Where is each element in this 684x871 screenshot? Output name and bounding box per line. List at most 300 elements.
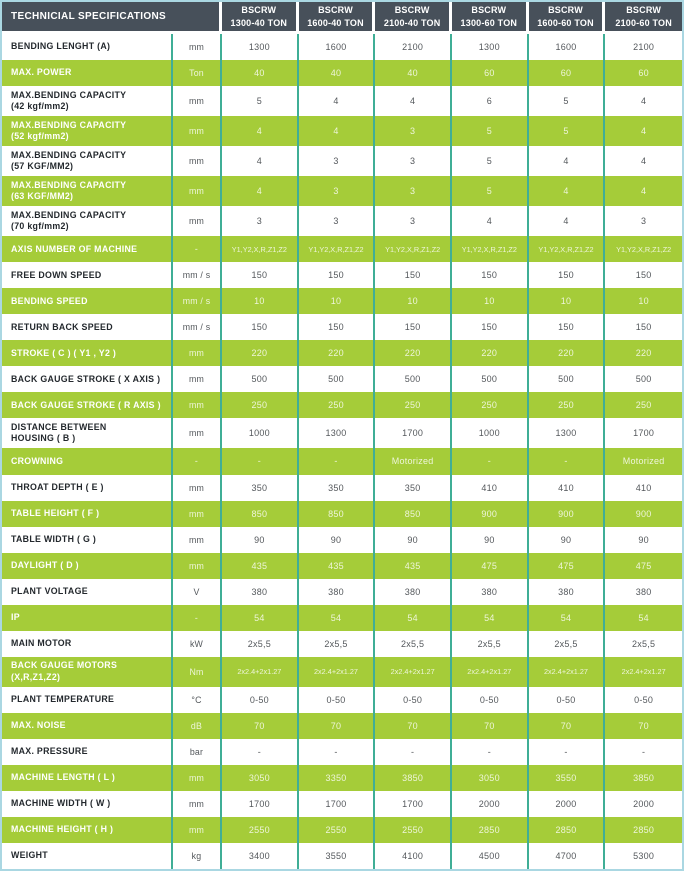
value-cell: 2550 xyxy=(222,817,299,843)
value-cell: 1700 xyxy=(375,791,452,817)
value-cell: 2x2.4+2x1.27 xyxy=(529,657,606,687)
row-label-line1: BENDING LENGHT (A) xyxy=(11,41,111,52)
value-cell: - xyxy=(452,739,529,765)
table-row xyxy=(2,791,682,817)
value-cell: 900 xyxy=(452,501,529,527)
row-label-line1: WEIGHT xyxy=(11,850,48,861)
value-cell: 3 xyxy=(375,176,452,206)
unit-cell: Ton xyxy=(173,60,222,86)
value-cell: 500 xyxy=(529,366,606,392)
unit-cell: mm xyxy=(173,116,222,146)
row-label-line1: MACHINE HEIGHT ( H ) xyxy=(11,824,114,835)
row-label xyxy=(2,843,173,869)
value-cell: 4 xyxy=(222,176,299,206)
value-cell: 2550 xyxy=(375,817,452,843)
value-cell: 10 xyxy=(299,288,376,314)
value-cell: 500 xyxy=(299,366,376,392)
unit-cell: mm xyxy=(173,527,222,553)
value-cell: 1000 xyxy=(452,418,529,448)
row-label xyxy=(2,116,173,146)
value-cell: 90 xyxy=(299,527,376,553)
row-label xyxy=(2,475,173,501)
value-cell: 90 xyxy=(529,527,606,553)
row-label-line1: MAX. POWER xyxy=(11,67,72,78)
unit-cell: kg xyxy=(173,843,222,869)
row-label-line2: (X,R,Z1,Z2) xyxy=(11,671,61,682)
column-header-2100-40-ton xyxy=(375,2,452,34)
value-cell: 150 xyxy=(529,262,606,288)
row-label-line1: PLANT VOLTAGE xyxy=(11,585,88,596)
value-cell: 150 xyxy=(529,314,606,340)
value-cell: 54 xyxy=(452,605,529,631)
value-cell: 900 xyxy=(635,508,652,519)
unit-cell: mm / s xyxy=(173,288,222,314)
value-cell: 0-50 xyxy=(634,694,654,705)
value-cell: 380 xyxy=(299,579,376,605)
row-label xyxy=(2,366,173,392)
value-cell: 2850 xyxy=(452,817,529,843)
value-cell: 4 xyxy=(375,86,452,116)
value-cell: 2x5,5 xyxy=(375,631,452,657)
table-row xyxy=(2,448,682,474)
value-cell: 1600 xyxy=(529,34,606,60)
table-row xyxy=(2,34,682,60)
value-cell: 5 xyxy=(529,116,606,146)
row-label xyxy=(2,817,173,843)
value-cell: 54 xyxy=(529,605,606,631)
value-cell: 220 xyxy=(529,340,606,366)
unit-cell: mm xyxy=(173,392,222,418)
unit-cell: mm xyxy=(173,418,222,448)
value-cell: 2x2.4+2x1.27 xyxy=(452,657,529,687)
row-label xyxy=(2,765,173,791)
table-row xyxy=(2,236,682,262)
value-cell: 70 xyxy=(452,713,529,739)
value-cell: 2x5,5 xyxy=(529,631,606,657)
value-cell: 10 xyxy=(222,288,299,314)
value-cell: 220 xyxy=(452,340,529,366)
table-body xyxy=(2,34,682,869)
unit-cell: mm / s xyxy=(173,262,222,288)
table-row xyxy=(2,146,682,176)
table-row xyxy=(2,817,682,843)
column-header-1300-40-ton xyxy=(222,2,299,34)
value-cell: 54 xyxy=(638,612,649,623)
row-label-line1: TABLE WIDTH ( G ) xyxy=(11,533,97,544)
value-cell: 2x5,5 xyxy=(222,631,299,657)
value-cell: 3550 xyxy=(299,843,376,869)
row-label-line1: IP xyxy=(11,611,20,622)
row-label-line2: (42 kgf/mm2) xyxy=(11,101,69,112)
value-cell: Y1,Y2,X,R,Z1,Z2 xyxy=(222,236,299,262)
row-label xyxy=(2,553,173,579)
column-header-model: BSCRW xyxy=(241,5,277,16)
value-cell: 150 xyxy=(375,314,452,340)
table-row xyxy=(2,314,682,340)
table-row xyxy=(2,418,682,448)
row-label xyxy=(2,236,173,262)
value-cell: Y1,Y2,X,R,Z1,Z2 xyxy=(375,236,452,262)
row-label xyxy=(2,527,173,553)
table-row xyxy=(2,527,682,553)
value-cell: 5 xyxy=(452,146,529,176)
value-cell: 1700 xyxy=(375,418,452,448)
unit-cell: - xyxy=(173,448,222,474)
value-cell: 5 xyxy=(452,176,529,206)
value-cell: 0-50 xyxy=(452,687,529,713)
row-label-line2: HOUSING ( B ) xyxy=(11,433,76,444)
row-label xyxy=(2,262,173,288)
value-cell: 90 xyxy=(452,527,529,553)
value-cell: 5 xyxy=(529,86,606,116)
table-row xyxy=(2,657,682,687)
value-cell: Motorized xyxy=(375,448,452,474)
value-cell: 475 xyxy=(635,560,652,571)
row-label-line1: DAYLIGHT ( D ) xyxy=(11,559,79,570)
value-cell: 150 xyxy=(635,322,652,333)
value-cell: 150 xyxy=(299,262,376,288)
row-label-line1: STROKE ( C ) ( Y1 , Y2 ) xyxy=(11,347,117,358)
value-cell: 150 xyxy=(452,314,529,340)
value-cell: - xyxy=(529,448,606,474)
row-label xyxy=(2,86,173,116)
value-cell: 250 xyxy=(452,392,529,418)
value-cell: 410 xyxy=(635,482,652,493)
column-header-1600-60-ton xyxy=(529,2,606,34)
value-cell: - xyxy=(222,739,299,765)
row-label xyxy=(2,631,173,657)
value-cell: 70 xyxy=(529,713,606,739)
value-cell: 220 xyxy=(222,340,299,366)
column-header-model: BSCRW xyxy=(394,5,430,16)
value-cell: 1700 xyxy=(299,791,376,817)
value-cell: 1300 xyxy=(452,34,529,60)
table-row xyxy=(2,206,682,236)
value-cell: 2000 xyxy=(633,798,655,809)
value-cell: 2000 xyxy=(529,791,606,817)
column-header-capacity: 1600-60 TON xyxy=(537,17,594,28)
value-cell: 250 xyxy=(635,400,652,411)
value-cell: 3 xyxy=(299,176,376,206)
value-cell: 1300 xyxy=(299,418,376,448)
table-row xyxy=(2,843,682,869)
value-cell: 5 xyxy=(222,86,299,116)
column-header-model: BSCRW xyxy=(548,5,583,16)
value-cell: 250 xyxy=(375,392,452,418)
value-cell: 250 xyxy=(529,392,606,418)
row-label xyxy=(2,501,173,527)
value-cell: 10 xyxy=(375,288,452,314)
value-cell: 380 xyxy=(529,579,606,605)
table-row xyxy=(2,553,682,579)
value-cell: 150 xyxy=(635,270,652,281)
value-cell: 3 xyxy=(222,206,299,236)
column-header-1600-40-ton xyxy=(299,2,376,34)
unit-cell: dB xyxy=(173,713,222,739)
value-cell: 0-50 xyxy=(375,687,452,713)
row-label-line1: RETURN BACK SPEED xyxy=(11,321,113,332)
row-label xyxy=(2,314,173,340)
value-cell: 1300 xyxy=(529,418,606,448)
value-cell: 4 xyxy=(529,176,606,206)
column-header-capacity: 2100-40 TON xyxy=(383,17,441,28)
value-cell: 3 xyxy=(299,146,376,176)
value-cell: 150 xyxy=(299,314,376,340)
unit-cell: mm xyxy=(173,366,222,392)
row-label xyxy=(2,605,173,631)
table-row xyxy=(2,739,682,765)
value-cell: 475 xyxy=(529,553,606,579)
value-cell: 3 xyxy=(375,116,452,146)
value-cell: 2x5,5 xyxy=(632,638,656,649)
table-row xyxy=(2,60,682,86)
value-cell: 54 xyxy=(299,605,376,631)
table-row xyxy=(2,765,682,791)
value-cell: Y1,Y2,X,R,Z1,Z2 xyxy=(616,244,672,254)
row-label-line2: (57 KGF/MM2) xyxy=(11,161,74,172)
value-cell: - xyxy=(529,739,606,765)
value-cell: 4 xyxy=(222,116,299,146)
row-label-line1: FREE DOWN SPEED xyxy=(11,269,102,280)
unit-cell: mm xyxy=(173,817,222,843)
row-label xyxy=(2,206,173,236)
value-cell: 5 xyxy=(452,116,529,146)
row-label xyxy=(2,739,173,765)
row-label-line1: BACK GAUGE MOTORS xyxy=(11,660,118,671)
row-label-line2: (52 kgf/mm2) xyxy=(11,131,69,142)
row-label-line1: MAX.BENDING CAPACITY xyxy=(11,209,127,220)
value-cell: 475 xyxy=(452,553,529,579)
value-cell: 500 xyxy=(452,366,529,392)
value-cell: 4 xyxy=(299,86,376,116)
value-cell: 2x2.4+2x1.27 xyxy=(375,657,452,687)
value-cell: 3 xyxy=(641,216,647,227)
value-cell: 70 xyxy=(638,720,649,731)
row-label xyxy=(2,448,173,474)
value-cell: 900 xyxy=(529,501,606,527)
value-cell: 250 xyxy=(222,392,299,418)
value-cell: 350 xyxy=(299,475,376,501)
value-cell: 3350 xyxy=(299,765,376,791)
value-cell: 5300 xyxy=(633,850,655,861)
row-label xyxy=(2,176,173,206)
row-label-line1: MAX. NOISE xyxy=(11,720,66,731)
row-label-line2: (63 KGF/MM2) xyxy=(11,191,74,202)
value-cell: 0-50 xyxy=(529,687,606,713)
unit-cell: mm xyxy=(173,340,222,366)
value-cell: 6 xyxy=(452,86,529,116)
value-cell: - xyxy=(222,448,299,474)
value-cell: 40 xyxy=(222,60,299,86)
table-row xyxy=(2,501,682,527)
value-cell: 1700 xyxy=(222,791,299,817)
value-cell: 90 xyxy=(375,527,452,553)
value-cell: 350 xyxy=(222,475,299,501)
row-label xyxy=(2,146,173,176)
column-header-model: BSCRW xyxy=(626,5,662,16)
value-cell: 380 xyxy=(452,579,529,605)
value-cell: 2100 xyxy=(375,34,452,60)
value-cell: 4 xyxy=(222,146,299,176)
row-label-line1: CROWNING xyxy=(11,455,64,466)
unit-cell: mm xyxy=(173,206,222,236)
column-header-capacity: 1600-40 TON xyxy=(307,17,364,28)
value-cell: 1700 xyxy=(633,428,655,439)
row-label xyxy=(2,60,173,86)
value-cell: 220 xyxy=(299,340,376,366)
value-cell: 4100 xyxy=(375,843,452,869)
value-cell: 380 xyxy=(375,579,452,605)
row-label-line1: MAX.BENDING CAPACITY xyxy=(11,179,127,190)
value-cell: 435 xyxy=(299,553,376,579)
row-label-line1: BENDING SPEED xyxy=(11,295,88,306)
row-label-line1: PLANT TEMPERATURE xyxy=(11,694,115,705)
value-cell: 220 xyxy=(635,348,652,359)
value-cell: 850 xyxy=(375,501,452,527)
unit-cell: - xyxy=(173,236,222,262)
value-cell: 3050 xyxy=(222,765,299,791)
value-cell: 3400 xyxy=(222,843,299,869)
value-cell: 54 xyxy=(222,605,299,631)
row-label-line1: BACK GAUGE STROKE ( X AXIS ) xyxy=(11,373,161,384)
value-cell: 2x2.4+2x1.27 xyxy=(299,657,376,687)
row-label xyxy=(2,687,173,713)
value-cell: 2x2.4+2x1.27 xyxy=(222,657,299,687)
row-label xyxy=(2,418,173,448)
unit-cell: mm xyxy=(173,791,222,817)
unit-cell: bar xyxy=(173,739,222,765)
value-cell: 4 xyxy=(641,186,647,197)
table-title: TECHNICIAL SPECIFICATIONS xyxy=(2,2,222,34)
value-cell: 90 xyxy=(638,534,649,545)
value-cell: 60 xyxy=(452,60,529,86)
unit-cell: mm xyxy=(173,553,222,579)
value-cell: 40 xyxy=(299,60,376,86)
value-cell: 150 xyxy=(222,314,299,340)
value-cell: - xyxy=(299,739,376,765)
value-cell: 3550 xyxy=(529,765,606,791)
row-label xyxy=(2,340,173,366)
table-row xyxy=(2,392,682,418)
unit-cell: mm xyxy=(173,765,222,791)
unit-cell: mm xyxy=(173,86,222,116)
row-label-line1: AXIS NUMBER OF MACHINE xyxy=(11,243,138,254)
value-cell: 2000 xyxy=(452,791,529,817)
value-cell: 2x2.4+2x1.27 xyxy=(621,667,666,677)
value-cell: 60 xyxy=(638,68,649,79)
row-label-line1: THROAT DEPTH ( E ) xyxy=(11,481,104,492)
value-cell: 70 xyxy=(375,713,452,739)
value-cell: 60 xyxy=(529,60,606,86)
value-cell: 850 xyxy=(222,501,299,527)
row-label xyxy=(2,713,173,739)
value-cell: 3 xyxy=(375,146,452,176)
value-cell: 2850 xyxy=(529,817,606,843)
value-cell: 150 xyxy=(452,262,529,288)
value-cell: 435 xyxy=(375,553,452,579)
unit-cell: mm / s xyxy=(173,314,222,340)
value-cell: 2550 xyxy=(299,817,376,843)
value-cell: - xyxy=(642,746,646,757)
value-cell: - xyxy=(299,448,376,474)
value-cell: 40 xyxy=(375,60,452,86)
value-cell: 4 xyxy=(452,206,529,236)
row-label-line1: MACHINE LENGTH ( L ) xyxy=(11,772,116,783)
value-cell: 435 xyxy=(222,553,299,579)
value-cell: 350 xyxy=(375,475,452,501)
value-cell: Y1,Y2,X,R,Z1,Z2 xyxy=(299,236,376,262)
column-header-1300-60-ton xyxy=(452,2,529,34)
column-header-model: BSCRW xyxy=(318,5,353,16)
value-cell: 380 xyxy=(635,586,652,597)
unit-cell: - xyxy=(173,605,222,631)
unit-cell: °C xyxy=(173,687,222,713)
header-row xyxy=(2,2,682,34)
value-cell: 0-50 xyxy=(299,687,376,713)
row-label-line1: TABLE HEIGHT ( F ) xyxy=(11,507,100,518)
value-cell: 500 xyxy=(222,366,299,392)
value-cell: 3850 xyxy=(633,772,655,783)
table-row xyxy=(2,687,682,713)
value-cell: 1600 xyxy=(299,34,376,60)
row-label-line1: MAX.BENDING CAPACITY xyxy=(11,89,127,100)
value-cell: 1000 xyxy=(222,418,299,448)
value-cell: 70 xyxy=(299,713,376,739)
column-header-capacity: 2100-60 TON xyxy=(615,17,672,28)
table-row xyxy=(2,475,682,501)
value-cell: 2100 xyxy=(633,42,655,53)
value-cell: 410 xyxy=(452,475,529,501)
value-cell: 10 xyxy=(529,288,606,314)
value-cell: Y1,Y2,X,R,Z1,Z2 xyxy=(452,236,529,262)
unit-cell: kW xyxy=(173,631,222,657)
unit-cell: mm xyxy=(173,146,222,176)
row-label-line2: (70 kgf/mm2) xyxy=(11,221,69,232)
table-row xyxy=(2,288,682,314)
value-cell: - xyxy=(375,739,452,765)
row-label-line1: MAX.BENDING CAPACITY xyxy=(11,149,127,160)
unit-cell: mm xyxy=(173,501,222,527)
value-cell: 4 xyxy=(641,156,647,167)
value-cell: 4700 xyxy=(529,843,606,869)
value-cell: 90 xyxy=(222,527,299,553)
unit-cell: mm xyxy=(173,34,222,60)
row-label xyxy=(2,288,173,314)
value-cell: 4 xyxy=(299,116,376,146)
table-row xyxy=(2,713,682,739)
value-cell: 70 xyxy=(222,713,299,739)
value-cell: 10 xyxy=(638,296,649,307)
table-row xyxy=(2,605,682,631)
unit-cell: mm xyxy=(173,475,222,501)
row-label xyxy=(2,579,173,605)
row-label-line1: MACHINE WIDTH ( W ) xyxy=(11,798,111,809)
table-row xyxy=(2,579,682,605)
row-label-line1: BACK GAUGE STROKE ( R AXIS ) xyxy=(11,399,161,410)
unit-cell: Nm xyxy=(173,657,222,687)
row-label xyxy=(2,657,173,687)
value-cell: 2x5,5 xyxy=(452,631,529,657)
row-label xyxy=(2,791,173,817)
value-cell: 220 xyxy=(375,340,452,366)
value-cell: 500 xyxy=(635,374,652,385)
value-cell: 4 xyxy=(529,206,606,236)
value-cell: Y1,Y2,X,R,Z1,Z2 xyxy=(529,236,606,262)
column-header-capacity: 1300-60 TON xyxy=(460,17,518,28)
table-row xyxy=(2,631,682,657)
value-cell: 2850 xyxy=(633,824,655,835)
value-cell: 500 xyxy=(375,366,452,392)
